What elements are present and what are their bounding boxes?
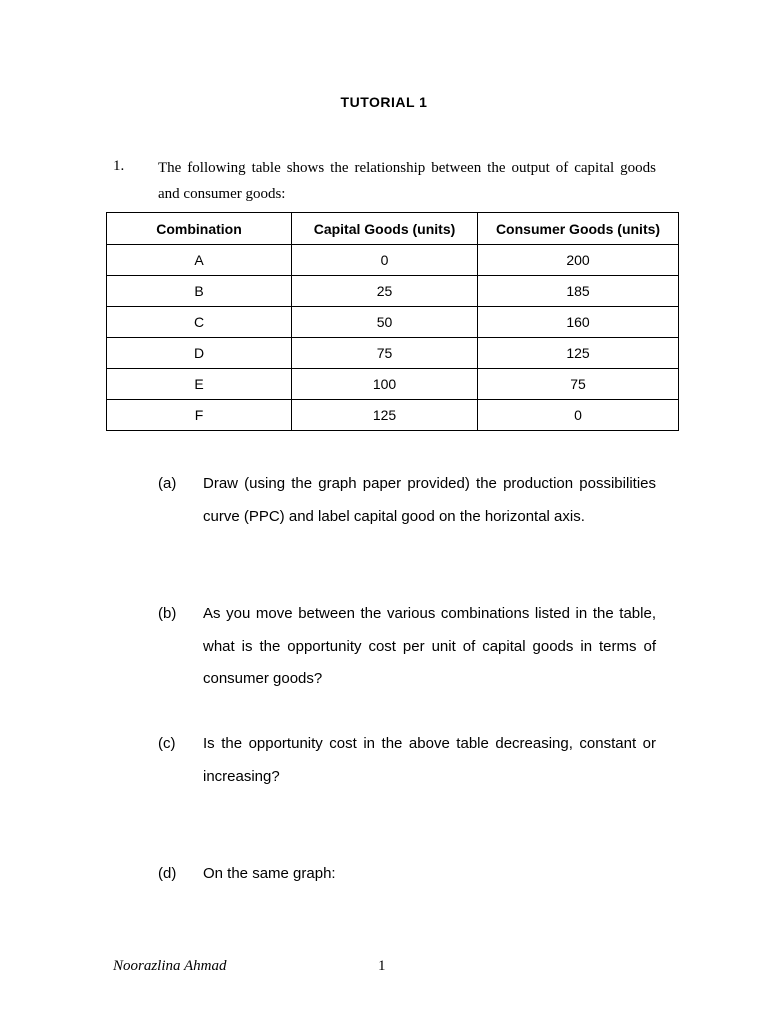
cell-consumer-goods: 75	[478, 369, 679, 400]
cell-consumer-goods: 160	[478, 307, 679, 338]
header-capital-goods: Capital Goods (units)	[292, 213, 478, 245]
cell-consumer-goods: 125	[478, 338, 679, 369]
table-row	[107, 307, 679, 338]
cell-capital-goods: 100	[292, 369, 478, 400]
cell-consumer-goods: 0	[478, 400, 679, 431]
header-combination: Combination	[107, 213, 292, 245]
footer-page-number: 1	[378, 958, 386, 974]
question-intro: The following table shows the relationship between the output of capital goods and consumer goods:	[158, 160, 656, 202]
cell-combination: B	[107, 276, 292, 307]
part-b-label: (b)	[158, 605, 177, 622]
header-consumer-goods: Consumer Goods (units)	[478, 213, 679, 245]
table-row	[107, 338, 679, 369]
cell-combination: A	[107, 245, 292, 276]
part-a-text: Draw (using the graph paper provided) the production possibilities curve (PPC) and label capital good on the horizontal axis.	[203, 475, 656, 525]
part-c-text: Is the opportunity cost in the above table decreasing, constant or increasing?	[203, 735, 656, 785]
table-row	[107, 400, 679, 431]
table-row	[107, 369, 679, 400]
part-d-label: (d)	[158, 865, 177, 882]
cell-capital-goods: 50	[292, 307, 478, 338]
table-row	[107, 245, 679, 276]
cell-combination: D	[107, 338, 292, 369]
footer-author: Noorazlina Ahmad	[113, 958, 227, 974]
cell-capital-goods: 0	[292, 245, 478, 276]
cell-capital-goods: 125	[292, 400, 478, 431]
cell-combination: F	[107, 400, 292, 431]
cell-consumer-goods: 200	[478, 245, 679, 276]
cell-consumer-goods: 185	[478, 276, 679, 307]
cell-capital-goods: 75	[292, 338, 478, 369]
cell-combination: E	[107, 369, 292, 400]
table-row	[107, 276, 679, 307]
cell-capital-goods: 25	[292, 276, 478, 307]
part-a-label: (a)	[158, 475, 177, 492]
page-title: TUTORIAL 1	[340, 94, 428, 110]
cell-combination: C	[107, 307, 292, 338]
part-c-label: (c)	[158, 735, 176, 752]
table-header-row	[107, 213, 679, 245]
part-d-text: On the same graph:	[203, 865, 336, 882]
part-b-text: As you move between the various combinations listed in the table, what is the opportunity cost per unit of capital goods in terms of consumer goods?	[203, 605, 656, 687]
goods-table	[106, 212, 679, 431]
question-number: 1.	[113, 158, 125, 174]
